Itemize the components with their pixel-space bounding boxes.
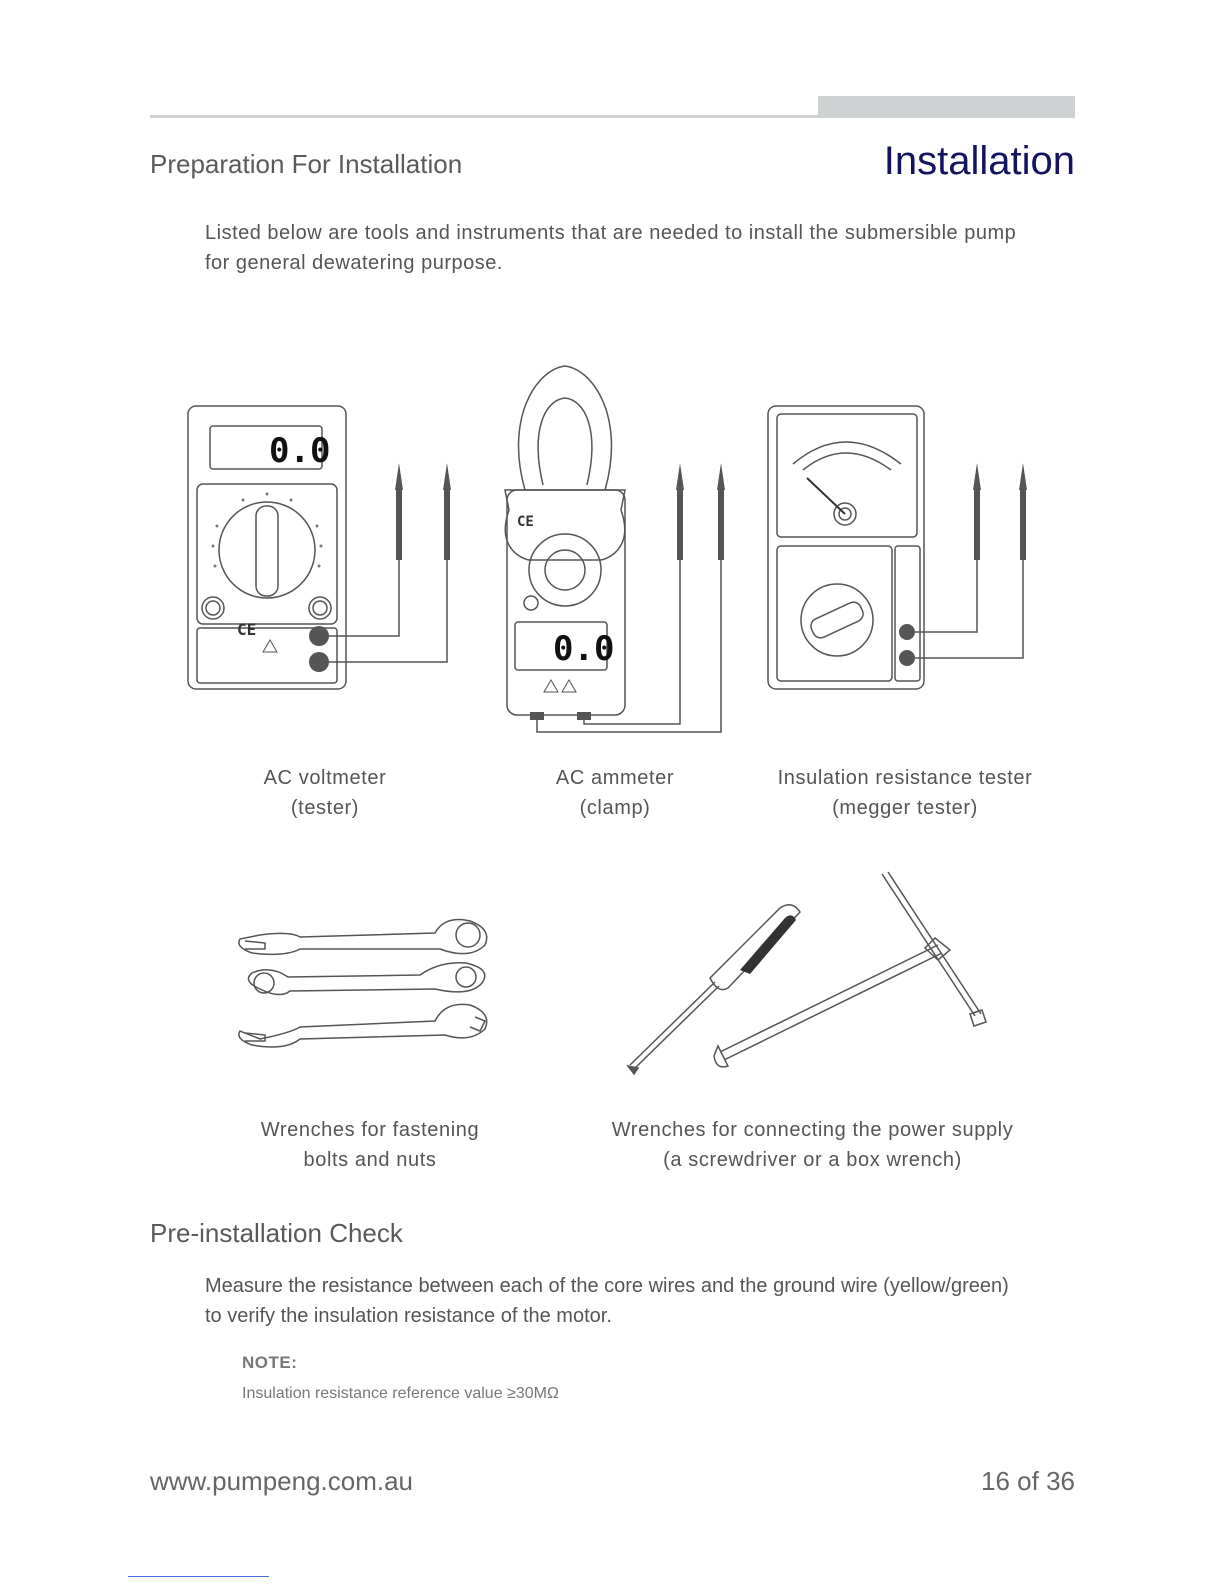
note-text: Insulation resistance reference value ≥30MΩ [242,1385,559,1402]
caption-megger-line-2: (megger tester) [832,797,978,819]
megger-illustration [765,400,1055,700]
pre-installation-check-title: Pre-installation Check [150,1218,403,1248]
intro-line-2: for general dewatering purpose. [205,252,503,274]
ce-mark-icon: CE [237,620,257,639]
check-paragraph [205,1271,1105,1331]
caption-wrenches-power-line-1: Wrenches for connecting the power supply [611,1119,1014,1141]
check-line-2: to verify the insulation resistance of the motor. [205,1305,612,1327]
caption-wrenches-fastening-line-2: bolts and nuts [303,1149,437,1171]
caption-wrenches-power-line-2: (a screwdriver or a box wrench) [663,1149,962,1171]
header-rule-tab [818,96,1075,117]
wrench-set-illustration [230,905,500,1065]
caption-wrenches-fastening-line-1: Wrenches for fastening [260,1119,480,1141]
bottom-link-underline [128,1576,269,1577]
warning-icon [544,680,558,692]
intro-paragraph [205,218,1085,278]
clamp-meter-illustration [485,360,755,745]
caption-ac-ammeter [500,763,730,823]
screwdriver-box-wrench-illustration [620,870,990,1080]
caption-wrenches-power [580,1115,1045,1175]
note-label: NOTE: [242,1353,298,1372]
footer-website-link[interactable]: www.pumpeng.com.au [150,1466,414,1496]
ce-mark-icon: CE [517,514,534,530]
chapter-title: Installation [883,139,1075,183]
caption-ac-voltmeter [210,763,440,823]
check-line-1: Measure the resistance between each of the core wires and the ground wire (yellow/green) [205,1275,1009,1297]
caption-ac-ammeter-line-2: (clamp) [579,797,651,819]
caption-wrenches-fastening [225,1115,515,1175]
multimeter-illustration [185,400,475,700]
warning-icon [263,640,277,652]
caption-megger [755,763,1055,823]
intro-line-1: Listed below are tools and instruments that are needed to install the submersible pump [205,222,1017,244]
caption-ac-voltmeter-line-2: (tester) [290,797,360,819]
caption-ac-voltmeter-line-1: AC voltmeter [263,767,387,789]
clamp-meter-display: 0.0 [553,629,615,669]
caption-megger-line-1: Insulation resistance tester [777,767,1033,789]
caption-ac-ammeter-line-1: AC ammeter [555,767,675,789]
footer-page-number: 16 of 36 [981,1466,1075,1496]
multimeter-display: 0.0 [269,431,331,471]
section-title: Preparation For Installation [150,149,463,179]
